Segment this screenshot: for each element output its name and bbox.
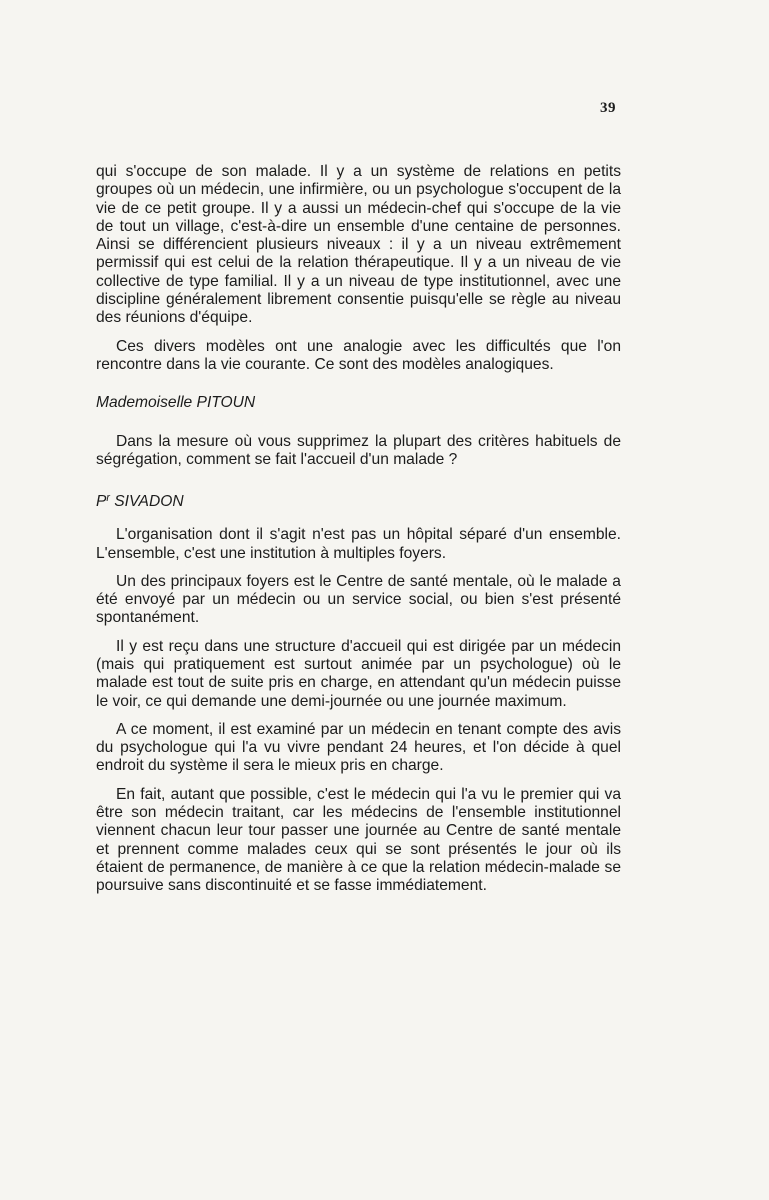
speaker-title: P — [96, 492, 107, 510]
paragraph: En fait, autant que possible, c'est le médecin qui l'a vu le premier qui va être son médecin traitant, car les médecins de l'ensemble institutionnel viennent chacun leur tour passer une journée au Centre de santé mentale et prennent comme malades ceux qui se sont présentés le jour où ils étaient de permanence, de manière à ce que la relation médecin-malade se poursuive sans discontinuité et se fasse immédiatement. — [96, 785, 621, 895]
paragraph: L'organisation dont il s'agit n'est pas un hôpital séparé d'un ensemble. L'ensemble, c'est une institution à multiples foyers. — [96, 526, 621, 562]
paragraph: A ce moment, il est examiné par un médecin en tenant compte des avis du psychologue qui l'a vu vivre pendant 24 heures, et l'on décide à quel endroit du système il sera le mieux pris en charge. — [96, 720, 621, 775]
paragraph: qui s'occupe de son malade. Il y a un système de relations en petits groupes où un médecin, une infirmière, ou un psychologue s'occupent de la vie de ce petit groupe. Il y a aussi un médecin-chef qui s'occupe de la vie de tout un village, c'est-à-dire un ensemble d'une centaine de personnes. Ainsi se différencient plusieurs niveaux : il y a un niveau extrêmement permissif qui est celui de la relation thérapeutique. Il y a un niveau de vie collective de type familial. Il y a un niveau de type institutionnel, avec une discipline généralement librement consentie puisqu'elle se règle au niveau des réunions d'équipe. — [96, 163, 621, 327]
speaker-name — [96, 489, 621, 511]
paragraph: Un des principaux foyers est le Centre de santé mentale, où le malade a été envoyé par un médecin ou un service social, ou bien s'est présenté spontanément. — [96, 572, 621, 627]
speaker-name: Mademoiselle PITOUN — [96, 394, 256, 412]
paragraph: Ces divers modèles ont une analogie avec les difficultés que l'on rencontre dans la vie courante. Ce sont des modèles analogiques. — [96, 337, 621, 373]
paragraph: Dans la mesure où vous supprimez la plupart des critères habituels de ségrégation, comment se fait l'accueil d'un malade ? — [96, 432, 621, 468]
speaker-surname: SIVADON — [114, 492, 184, 510]
paragraph: Il y est reçu dans une structure d'accueil qui est dirigée par un médecin (mais qui pratiquement est surtout animée par un psychologue) où le malade est tout de suite pris en charge, en attendant qu'un médecin puisse le voir, ce qui demande une demi-journée ou une journée maximum. — [96, 637, 621, 710]
page-number: 39 — [600, 100, 616, 116]
speaker-title-superscript: r — [106, 492, 110, 505]
body-text — [96, 163, 621, 896]
